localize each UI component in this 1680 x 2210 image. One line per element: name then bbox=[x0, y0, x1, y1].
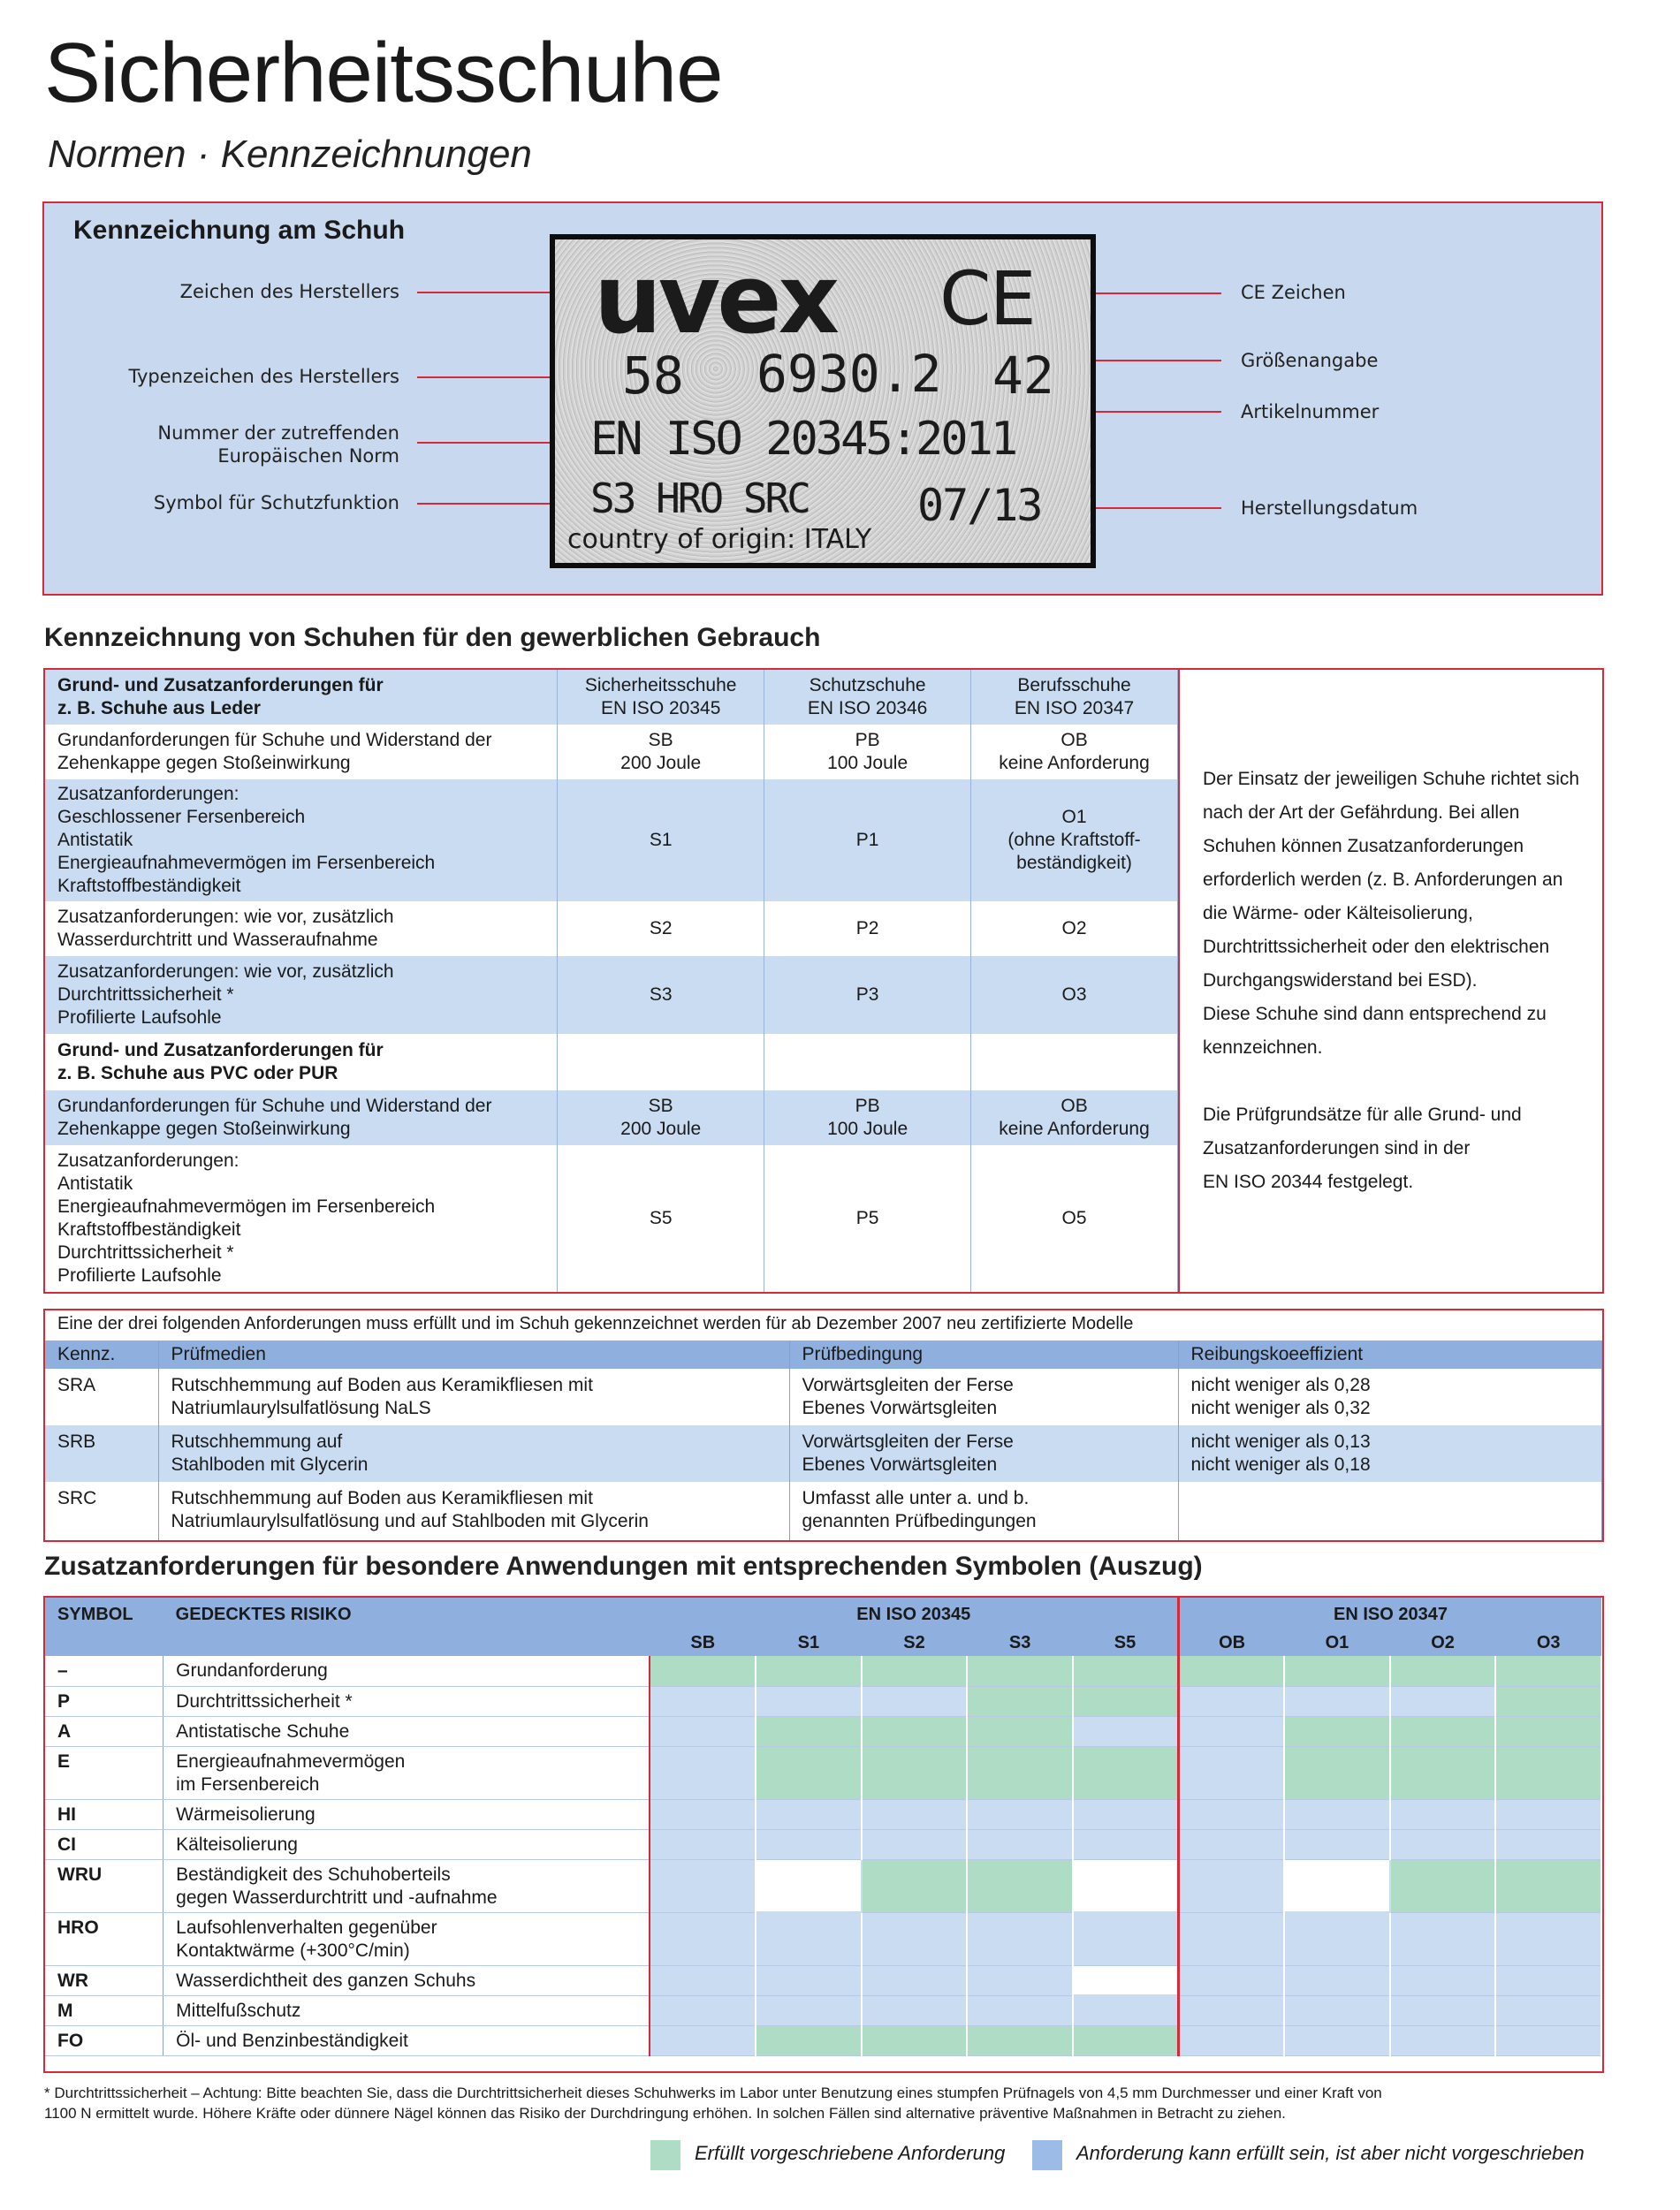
requirement-cell bbox=[1284, 1656, 1390, 1686]
risk-label: Wasserdichtheit des ganzen Schuhs bbox=[163, 1965, 650, 1995]
requirement-cell bbox=[862, 1829, 968, 1859]
requirement-cell bbox=[650, 1686, 756, 1716]
table-header: Kennz. bbox=[45, 1340, 158, 1369]
requirement-cell bbox=[1390, 1965, 1496, 1995]
label-norm-number: Nummer der zutreffenden bbox=[157, 422, 399, 444]
requirement-cell bbox=[1495, 1716, 1601, 1746]
table-header-row bbox=[45, 1340, 1602, 1369]
table-cell: SRC bbox=[45, 1482, 158, 1540]
requirement-cell bbox=[1495, 1799, 1601, 1829]
table-cell: PB 100 Joule bbox=[764, 725, 971, 779]
requirement-cell bbox=[862, 1686, 968, 1716]
table-row bbox=[45, 1482, 1602, 1540]
requirement-cell bbox=[1495, 1829, 1601, 1859]
requirement-cell bbox=[1179, 1912, 1285, 1965]
requirement-cell bbox=[1495, 1686, 1601, 1716]
table-row bbox=[45, 1912, 1601, 1965]
requirement-cell bbox=[862, 1716, 968, 1746]
symbol-code: WRU bbox=[45, 1859, 163, 1912]
requirement-cell bbox=[967, 1656, 1073, 1686]
requirement-cell bbox=[1073, 1746, 1179, 1799]
table-row bbox=[45, 1716, 1601, 1746]
marking-table bbox=[43, 668, 1604, 1294]
requirement-cell bbox=[1495, 1965, 1601, 1995]
table-cell: Zusatzanforderungen: wie vor, zusätzlich Wasserdurchtritt und Wasseraufnahme bbox=[45, 901, 558, 956]
table-header: Reibungskoeeffizient bbox=[1178, 1340, 1602, 1369]
requirement-cell bbox=[1073, 1656, 1179, 1686]
plate-symbols: S3 HRO SRC bbox=[590, 475, 809, 522]
risk-label: Durchtrittssicherheit * bbox=[163, 1686, 650, 1716]
requirement-cell bbox=[650, 1716, 756, 1746]
requirement-cell bbox=[1495, 1656, 1601, 1686]
requirement-cell bbox=[1179, 2025, 1285, 2055]
page-title: Sicherheitsschuhe bbox=[44, 26, 723, 120]
usage-note: Der Einsatz der jeweiligen Schuhe richtet sich nach der Art der Gefährdung. Bei allen Schuhen können Zusatzanforderungen erforderlich werden (z. B. Anforderungen an die Wärme- oder Kälteisolierung, Durchtrittssicherheit oder den elektrischen Durchgangswiderstand bei ESD). Diese Schuhe sind dann entsprechend zu kennzeichnen. Die Prüfgrundsätze für alle Grund- und Zusatzanforderungen sind in der EN ISO 20344 festgelegt. bbox=[1203, 769, 1580, 1192]
table-row bbox=[45, 901, 1178, 956]
requirement-cell bbox=[1073, 1859, 1179, 1912]
table-cell: PB 100 Joule bbox=[764, 1090, 971, 1145]
marking-title: Kennzeichnung am Schuh bbox=[73, 216, 406, 245]
requirement-cell bbox=[967, 1912, 1073, 1965]
table-header: Prüfmedien bbox=[158, 1340, 789, 1369]
table-cell: P1 bbox=[764, 779, 971, 901]
table-row bbox=[45, 1425, 1602, 1482]
page-subtitle: Normen · Kennzeichnungen bbox=[48, 133, 532, 176]
requirement-cell bbox=[650, 1965, 756, 1995]
table-cell: Vorwärtsgleiten der Ferse Ebenes Vorwärtsgleiten bbox=[789, 1425, 1178, 1482]
symbol-code: M bbox=[45, 1995, 163, 2025]
table-header: Schutzschuhe EN ISO 20346 bbox=[764, 670, 971, 725]
table-cell: Vorwärtsgleiten der Ferse Ebenes Vorwärtsgleiten bbox=[789, 1369, 1178, 1425]
requirement-cell bbox=[756, 1912, 862, 1965]
label-protection-symbol: Symbol für Schutzfunktion bbox=[153, 492, 399, 513]
requirement-cell bbox=[862, 1965, 968, 1995]
risk-label: Grundanforderung bbox=[163, 1656, 650, 1686]
table-row bbox=[45, 1995, 1601, 2025]
symbol-code: HRO bbox=[45, 1912, 163, 1965]
requirement-cell bbox=[1284, 1829, 1390, 1859]
requirement-cell bbox=[650, 1912, 756, 1965]
table-row bbox=[45, 1090, 1178, 1145]
requirement-cell bbox=[1179, 1965, 1285, 1995]
requirement-cell bbox=[1284, 1859, 1390, 1912]
risk-label: Antistatische Schuhe bbox=[163, 1716, 650, 1746]
symbol-code: HI bbox=[45, 1799, 163, 1829]
requirement-cell bbox=[756, 1656, 862, 1686]
requirement-cell bbox=[650, 2025, 756, 2055]
requirement-cell bbox=[862, 1746, 968, 1799]
risk-label: Energieaufnahmevermögen im Fersenbereich bbox=[163, 1746, 650, 1799]
requirement-cell bbox=[967, 1829, 1073, 1859]
requirement-cell bbox=[1179, 1829, 1285, 1859]
table-row bbox=[45, 1656, 1601, 1686]
table-cell: P5 bbox=[764, 1145, 971, 1292]
requirement-cell bbox=[1179, 1686, 1285, 1716]
requirement-cell bbox=[1284, 1686, 1390, 1716]
requirement-cell bbox=[650, 1746, 756, 1799]
requirement-cell bbox=[650, 1995, 756, 2025]
requirement-cell bbox=[1390, 1799, 1496, 1829]
plate-date: 07/13 bbox=[917, 480, 1042, 531]
table-cell bbox=[1178, 1482, 1602, 1540]
plate-size: 42 bbox=[992, 346, 1054, 406]
symbols-table bbox=[43, 1596, 1604, 2073]
requirement-cell bbox=[862, 1995, 968, 2025]
table-cell: S5 bbox=[558, 1145, 764, 1292]
requirement-cell bbox=[967, 1686, 1073, 1716]
requirement-cell bbox=[756, 1965, 862, 1995]
label-norm-number-2: Europäischen Norm bbox=[217, 445, 399, 467]
table-cell: Rutschhemmung auf Boden aus Keramikfliesen mit Natriumlaurylsulfatlösung NaLS bbox=[158, 1369, 789, 1425]
requirement-cell bbox=[650, 1799, 756, 1829]
label-type-sign: Typenzeichen des Herstellers bbox=[128, 366, 399, 387]
requirement-cell bbox=[1284, 1799, 1390, 1829]
table-row bbox=[45, 1369, 1602, 1425]
section-title: Kennzeichnung von Schuhen für den gewerblichen Gebrauch bbox=[44, 623, 821, 652]
requirement-cell bbox=[862, 1656, 968, 1686]
plate-norm: EN ISO 20345:2011 bbox=[590, 413, 1016, 466]
table-row bbox=[45, 1034, 1178, 1090]
table-cell: O1 (ohne Kraftstoff- beständigkeit) bbox=[971, 779, 1178, 901]
table-cell: S2 bbox=[558, 901, 764, 956]
table-header: Berufsschuhe EN ISO 20347 bbox=[971, 670, 1178, 725]
pointer-line bbox=[1074, 507, 1221, 509]
table-header: Prüfbedingung bbox=[789, 1340, 1178, 1369]
column-header: O1 bbox=[1284, 1626, 1390, 1656]
table-row bbox=[45, 1965, 1601, 1995]
table-cell: Umfasst alle unter a. und b. genannten Prüfbedingungen bbox=[789, 1482, 1178, 1540]
table-row bbox=[45, 1686, 1601, 1716]
table-cell: Grund- und Zusatzanforderungen für z. B. Schuhe aus PVC oder PUR bbox=[45, 1034, 558, 1090]
risk-label: Wärmeisolierung bbox=[163, 1799, 650, 1829]
column-header: S5 bbox=[1073, 1626, 1179, 1656]
table-cell: S3 bbox=[558, 956, 764, 1034]
risk-label: Mittelfußschutz bbox=[163, 1995, 650, 2025]
symbol-code: P bbox=[45, 1686, 163, 1716]
requirement-cell bbox=[1073, 1965, 1179, 1995]
requirement-cell bbox=[1073, 1799, 1179, 1829]
ce-mark-icon: CE bbox=[939, 255, 1035, 342]
requirement-cell bbox=[756, 2025, 862, 2055]
requirement-cell bbox=[1073, 1829, 1179, 1859]
table-header: GEDECKTES RISIKO bbox=[163, 1598, 650, 1656]
table-header: SYMBOL bbox=[45, 1598, 163, 1656]
requirement-cell bbox=[1179, 1799, 1285, 1829]
requirement-cell bbox=[1073, 1912, 1179, 1965]
requirement-cell bbox=[1390, 1995, 1496, 2025]
column-header: O3 bbox=[1495, 1626, 1601, 1656]
requirement-cell bbox=[1390, 1859, 1496, 1912]
requirement-cell bbox=[1284, 1746, 1390, 1799]
table-cell bbox=[971, 1034, 1178, 1090]
label-date: Herstellungsdatum bbox=[1241, 497, 1418, 519]
requirement-cell bbox=[862, 2025, 968, 2055]
requirement-cell bbox=[1390, 2025, 1496, 2055]
requirement-cell bbox=[1284, 1716, 1390, 1746]
table-cell: O3 bbox=[971, 956, 1178, 1034]
table-header: EN ISO 20347 bbox=[1179, 1598, 1601, 1626]
legend-swatch-green bbox=[650, 2140, 680, 2170]
table-cell: OB keine Anforderung bbox=[971, 1090, 1178, 1145]
risk-label: Beständigkeit des Schuhoberteils gegen Wasserdurchtritt und -aufnahme bbox=[163, 1859, 650, 1912]
table-row bbox=[45, 1829, 1601, 1859]
table-row bbox=[45, 1859, 1601, 1912]
label-size: Größenangabe bbox=[1241, 350, 1379, 371]
table-cell: SRA bbox=[45, 1369, 158, 1425]
requirement-cell bbox=[967, 1965, 1073, 1995]
legend-swatch-blue bbox=[1032, 2140, 1062, 2170]
requirement-cell bbox=[967, 1995, 1073, 2025]
requirement-cell bbox=[1179, 1859, 1285, 1912]
table-cell: O2 bbox=[971, 901, 1178, 956]
uvex-logo: uvex bbox=[594, 245, 837, 355]
table-row bbox=[45, 956, 1178, 1034]
slip-resistance-table bbox=[43, 1309, 1604, 1542]
table-cell: SB 200 Joule bbox=[558, 1090, 764, 1145]
requirement-cell bbox=[756, 1799, 862, 1829]
label-ce: CE Zeichen bbox=[1241, 282, 1346, 303]
table-header: EN ISO 20345 bbox=[650, 1598, 1178, 1626]
column-header: O2 bbox=[1390, 1626, 1496, 1656]
plate-type: 58 bbox=[622, 346, 684, 406]
table-cell: nicht weniger als 0,13 nicht weniger als 0,18 bbox=[1178, 1425, 1602, 1482]
requirement-cell bbox=[1495, 2025, 1601, 2055]
requirement-cell bbox=[967, 2025, 1073, 2055]
column-header: S2 bbox=[862, 1626, 968, 1656]
column-header: S1 bbox=[756, 1626, 862, 1656]
table-cell: Rutschhemmung auf Stahlboden mit Glycerin bbox=[158, 1425, 789, 1482]
requirement-cell bbox=[1495, 1746, 1601, 1799]
shoe-marking-photo bbox=[550, 234, 1096, 568]
risk-label: Laufsohlenverhalten gegenüber Kontaktwärme (+300°C/min) bbox=[163, 1912, 650, 1965]
risk-label: Öl- und Benzinbeständigkeit bbox=[163, 2025, 650, 2055]
requirement-cell bbox=[967, 1746, 1073, 1799]
table-cell: P3 bbox=[764, 956, 971, 1034]
table-row bbox=[45, 725, 1178, 779]
plate-article: 6930.2 bbox=[756, 344, 942, 404]
requirement-cell bbox=[756, 1995, 862, 2025]
requirement-cell bbox=[1073, 1716, 1179, 1746]
requirement-cell bbox=[1495, 1859, 1601, 1912]
requirement-cell bbox=[1179, 1716, 1285, 1746]
requirement-cell bbox=[650, 1859, 756, 1912]
divider bbox=[1178, 670, 1180, 1292]
symbol-code: FO bbox=[45, 2025, 163, 2055]
requirement-cell bbox=[862, 1799, 968, 1829]
table-cell: Grundanforderungen für Schuhe und Widerstand der Zehenkappe gegen Stoßeinwirkung bbox=[45, 1090, 558, 1145]
requirement-cell bbox=[1073, 1995, 1179, 2025]
requirement-cell bbox=[1495, 1995, 1601, 2025]
requirement-cell bbox=[1495, 1912, 1601, 1965]
requirement-cell bbox=[1284, 2025, 1390, 2055]
requirement-cell bbox=[756, 1686, 862, 1716]
table-row bbox=[45, 779, 1178, 901]
requirement-cell bbox=[967, 1859, 1073, 1912]
label-article: Artikelnummer bbox=[1241, 401, 1380, 422]
requirement-cell bbox=[862, 1912, 968, 1965]
table-row bbox=[45, 1799, 1601, 1829]
table-cell: Grundanforderungen für Schuhe und Widerstand der Zehenkappe gegen Stoßeinwirkung bbox=[45, 725, 558, 779]
requirement-cell bbox=[1390, 1912, 1496, 1965]
requirement-cell bbox=[967, 1799, 1073, 1829]
requirement-cell bbox=[1390, 1686, 1496, 1716]
requirement-cell bbox=[1284, 1995, 1390, 2025]
requirement-cell bbox=[967, 1716, 1073, 1746]
requirement-cell bbox=[1390, 1829, 1496, 1859]
section-title: Zusatzanforderungen für besondere Anwendungen mit entsprechenden Symbolen (Auszug) bbox=[44, 1552, 1203, 1581]
table-row bbox=[45, 2025, 1601, 2055]
table-header: Grund- und Zusatzanforderungen für z. B. Schuhe aus Leder bbox=[45, 670, 558, 725]
symbol-code: CI bbox=[45, 1829, 163, 1859]
legend-label-blue: Anforderung kann erfüllt sein, ist aber nicht vorgeschrieben bbox=[1076, 2142, 1585, 2164]
table-cell: Zusatzanforderungen: Geschlossener Fersenbereich Antistatik Energieaufnahmevermögen im Fersenbereich Kraftstoffbeständigkeit bbox=[45, 779, 558, 901]
column-header: S3 bbox=[967, 1626, 1073, 1656]
table-row bbox=[45, 1145, 1178, 1292]
requirement-cell bbox=[1073, 2025, 1179, 2055]
requirement-cell bbox=[1073, 1686, 1179, 1716]
column-header: OB bbox=[1179, 1626, 1285, 1656]
requirement-cell bbox=[1390, 1656, 1496, 1686]
risk-label: Kälteisolierung bbox=[163, 1829, 650, 1859]
requirement-cell bbox=[756, 1716, 862, 1746]
symbol-code: E bbox=[45, 1746, 163, 1799]
table-cell: nicht weniger als 0,28 nicht weniger als 0,32 bbox=[1178, 1369, 1602, 1425]
plate-origin: country of origin: ITALY bbox=[567, 524, 872, 555]
table-cell: Rutschhemmung auf Boden aus Keramikfliesen mit Natriumlaurylsulfatlösung und auf Stahlboden mit Glycerin bbox=[158, 1482, 789, 1540]
table-cell bbox=[764, 1034, 971, 1090]
symbol-code: – bbox=[45, 1656, 163, 1686]
footnote: * Durchtrittssicherheit – Achtung: Bitte beachten Sie, dass die Durchtrittsicherheit dieses Schuhwerks im Labor unter Benutzung eines stumpfen Prüfnagels von 4,5 mm Durchmesser und einer Kraft von 1100 N ermittelt wurde. Höhere Kräfte oder dünnere Nägel können das Risiko der Durchdringung erhöhen. In solchen Fällen sind alternative präventive Maßnahmen in Betracht zu ziehen. bbox=[44, 2085, 1382, 2122]
table-cell: Zusatzanforderungen: Antistatik Energieaufnahmevermögen im Fersenbereich Kraftstoffbeständigkeit Durchtrittssicherheit * Profilierte Laufsohle bbox=[45, 1145, 558, 1292]
requirement-cell bbox=[756, 1746, 862, 1799]
requirement-cell bbox=[1390, 1716, 1496, 1746]
table-cell: S1 bbox=[558, 779, 764, 901]
table-cell: OB keine Anforderung bbox=[971, 725, 1178, 779]
requirement-cell bbox=[756, 1829, 862, 1859]
table-cell: P2 bbox=[764, 901, 971, 956]
symbol-code: WR bbox=[45, 1965, 163, 1995]
table-cell: SRB bbox=[45, 1425, 158, 1482]
legend-label-green: Erfüllt vorgeschriebene Anforderung bbox=[695, 2142, 1006, 2164]
requirement-cell bbox=[650, 1829, 756, 1859]
requirement-cell bbox=[1284, 1965, 1390, 1995]
requirement-cell bbox=[1390, 1746, 1496, 1799]
requirement-cell bbox=[1179, 1995, 1285, 2025]
requirement-cell bbox=[1284, 1912, 1390, 1965]
requirement-cell bbox=[1179, 1656, 1285, 1686]
table-cell: SB 200 Joule bbox=[558, 725, 764, 779]
requirement-cell bbox=[862, 1859, 968, 1912]
table-cell bbox=[558, 1034, 764, 1090]
table-cell: Zusatzanforderungen: wie vor, zusätzlich Durchtrittssicherheit * Profilierte Laufsohle bbox=[45, 956, 558, 1034]
column-header: SB bbox=[650, 1626, 756, 1656]
requirement-cell bbox=[756, 1859, 862, 1912]
table-cell: O5 bbox=[971, 1145, 1178, 1292]
label-manufacturer-sign: Zeichen des Herstellers bbox=[179, 281, 399, 302]
symbol-code: A bbox=[45, 1716, 163, 1746]
requirement-cell bbox=[1179, 1746, 1285, 1799]
table-header: Sicherheitsschuhe EN ISO 20345 bbox=[558, 670, 764, 725]
slip-caption: Eine der drei folgenden Anforderungen muss erfüllt und im Schuh gekennzeichnet werden für ab Dezember 2007 neu zertifizierte Modelle bbox=[57, 1314, 1134, 1333]
table-row bbox=[45, 1746, 1601, 1799]
requirement-cell bbox=[650, 1656, 756, 1686]
